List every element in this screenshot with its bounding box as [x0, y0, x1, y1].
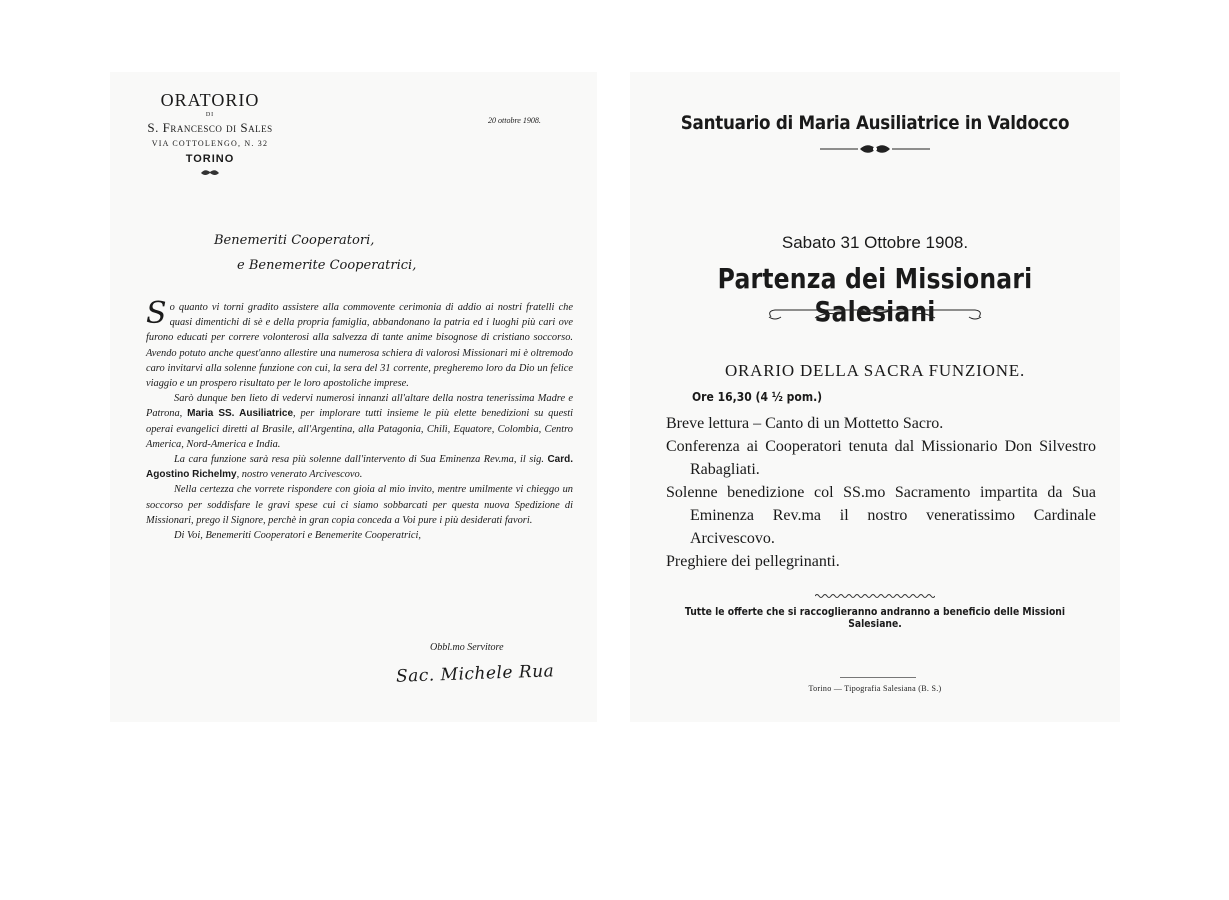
paragraph-3-bold: Card. Agostino Richelmy: [146, 454, 573, 481]
ornament-divider-icon: [630, 142, 1120, 158]
program-list: [666, 412, 1096, 573]
letterhead-ornament-icon: [110, 168, 310, 179]
event-time: Ore 16,30 (4 ½ pom.): [692, 390, 823, 404]
letter-date: 20 ottobre 1908.: [488, 116, 541, 125]
program-page: [630, 72, 1120, 722]
letter-paragraph-3: [146, 452, 573, 482]
offers-note: Tutte le offerte che si raccoglieranno andranno a beneficio delle Missioni Salesiane.: [684, 606, 1066, 630]
letter-body: [146, 296, 573, 543]
paragraph-2-after: , per implorare tutti insieme le più elette benedizioni su questi operai evangelici diretti al Brasile, all'Argentina, alla Patagonia, Chilì, Equatore, Colombia, Centro America, Nord-America e India.: [146, 408, 573, 450]
letter-closing: Obbl.mo Servitore: [430, 642, 504, 653]
paragraph-2-before: Sarò dunque ben lieto di vedervi numerosi innanzi all'altare della nostra tenerissima Madre e Patrona,: [146, 393, 573, 420]
sanctuary-heading: Santuario di Maria Ausiliatrice in Valdocco: [680, 112, 1070, 134]
paragraph-1-text: o quanto vi torni gradito assistere alla commovente cerimonia di addio ai nostri fratelli che quasi dimentichi di sè e della propria famiglia, abbandonano la patria ed i luoghi più cari ove furono educati per correre volonterosi alla salvezza di tante anime bisognose di cristiano soccorso. Avendo potuto anche quest'anno allestire una numerosa schiera di valorosi Missionari mi è oltremodo caro invitarvi alla solenne funzione con cui, la sera del 31 corrente, pregheremo loro da Dio un felice viaggio e un prospero risultato per le loro apostoliche imprese.: [146, 302, 573, 390]
program-item: Preghiere dei pellegrinanti.: [666, 553, 840, 570]
signature: Sac. Michele Rua: [395, 661, 555, 687]
footer-rule: [840, 677, 916, 678]
letterhead-saint: S. Francesco di Sales: [147, 120, 273, 135]
letter-paragraph-1: [146, 296, 573, 391]
program-item: Conferenza ai Cooperatori tenuta dal Missionario Don Silvestro Rabagliati.: [666, 438, 1096, 478]
letterhead-di: DI: [205, 112, 215, 118]
paragraph-3-after: , nostro venerato Arcivescovo.: [236, 469, 363, 481]
event-date: Sabato 31 Ottobre 1908.: [781, 233, 969, 252]
flourish-divider-icon: [630, 306, 1120, 326]
program-item: Solenne benedizione col SS.mo Sacramento impartita da Sua Eminenza Rev.ma il nostro veneratissimo Cardinale Arcivescovo.: [666, 484, 1096, 547]
salutation-line-2: e Benemerite Cooperatrici,: [237, 258, 417, 273]
drop-cap: S: [146, 296, 167, 331]
letter-paragraph-2: [146, 391, 573, 452]
letter-paragraph-4: Nella certezza che vorrete rispondere con gioia al mio invito, mentre umilmente vi chieggo un soccorso per soddisfare le gravi spese cui ci siamo sobbarcati per questa nuova Spedizione di Missionari, prego il Signore, perchè in gran copia conceda a Voi pure i più desiderati favori.: [146, 484, 573, 526]
letter-paragraph-5: Di Voi, Benemeriti Cooperatori e Benemerite Cooperatrici,: [174, 530, 422, 542]
program-item: Breve lettura – Canto di un Mottetto Sacro.: [666, 415, 944, 432]
event-title: Partenza dei Missionari Salesiani: [717, 262, 1033, 328]
paragraph-2-bold: Maria SS. Ausiliatrice: [187, 408, 294, 420]
wavy-divider-icon: [630, 586, 1120, 596]
salutation-line-1: Benemeriti Cooperatori,: [214, 233, 375, 248]
paragraph-3-before: La cara funzione sarà resa più solenne dall'intervento di Sua Eminenza Rev.ma, il sig.: [174, 454, 544, 466]
letterhead-address: VIA COTTOLENGO, N. 32: [151, 139, 269, 148]
letter-page: [110, 72, 597, 722]
printer-imprint: Torino — Tipografia Salesiana (B. S.): [808, 684, 942, 693]
section-title: ORARIO DELLA SACRA FUNZIONE.: [724, 361, 1026, 380]
letterhead-title: ORATORIO: [160, 90, 260, 110]
letterhead-city: TORINO: [185, 153, 235, 165]
